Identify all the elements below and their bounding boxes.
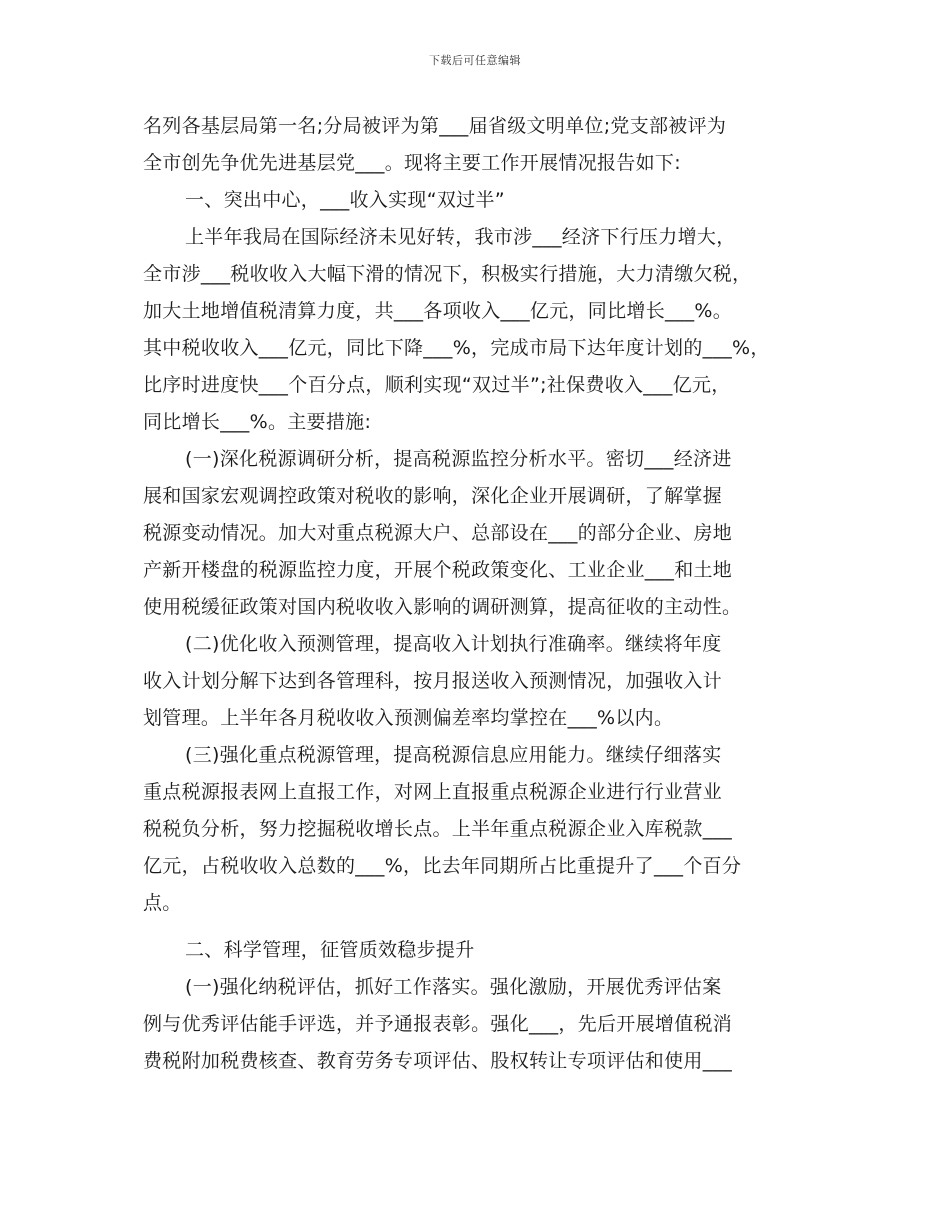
text-line: 全市创先争优先进基层党___。现将主要工作开展情况报告如下: — [143, 152, 681, 174]
text-line: 展和国家宏观调控政策对税收的影响，深化企业开展调研，了解掌握 — [143, 485, 723, 507]
text-line: 上半年我局在国际经济未见好转，我市涉___经济下行压力增大， — [185, 226, 736, 248]
text-line: 全市涉___税收收入大幅下滑的情况下，积极实行措施，大力清缴欠税， — [143, 263, 752, 285]
text-line: 一、突出中心，___收入实现“双过半” — [185, 189, 505, 211]
text-line: (一)深化税源调研分析，提高税源监控分析水平。密切___经济进 — [185, 448, 732, 470]
text-line: 名列各基层局第一名;分局被评为第___届省级文明单位;党支部被评为 — [143, 115, 727, 137]
text-line: 划管理。上半年各月税收收入预测偏差率均掌控在___%以内。 — [143, 707, 674, 729]
text-line: (一)强化纳税评估，抓好工作落实。强化激励，开展优秀评估案 — [185, 976, 722, 998]
text-line: 收入计划分解下达到各管理科，按月报送收入预测情况，加强收入计 — [143, 670, 723, 692]
text-line: 比序时进度快___个百分点，顺利实现“双过半”;社保费收入___亿元， — [143, 374, 731, 396]
text-line: 税源变动情况。加大对重点税源大户、总部设在___的部分企业、房地 — [143, 522, 733, 544]
text-line: 点。 — [143, 892, 182, 914]
text-line: 例与优秀评估能手评选，并予通报表彰。强化___，先后开展增值税消 — [143, 1013, 733, 1035]
document-body — [143, 108, 813, 1080]
text-line: 加大土地增值税清算力度，共___各项收入___亿元，同比增长___%。 — [143, 300, 733, 322]
text-line: 二、科学管理，征管质效稳步提升 — [185, 939, 475, 961]
text-line: 亿元，占税收收入总数的___%，比去年同期所占比重提升了___个百分 — [143, 855, 742, 877]
text-line: 其中税收收入___亿元，同比下降___%，完成市局下达年度计划的___%， — [143, 337, 770, 359]
text-line: (三)强化重点税源管理，提高税源信息应用能力。继续仔细落实 — [185, 744, 722, 766]
text-line: 重点税源报表网上直报工作，对网上直报重点税源企业进行行业营业 — [143, 781, 723, 803]
text-line: 产新开楼盘的税源监控力度，开展个税政策变化、工业企业___和土地 — [143, 559, 733, 581]
text-line: 税税负分析，努力挖掘税收增长点。上半年重点税源企业入库税款___ — [143, 818, 733, 840]
text-line: 同比增长___%。主要措施: — [143, 411, 372, 433]
page-header: 下载后可任意编辑 — [429, 54, 521, 67]
text-line: 使用税缓征政策对国内税收收入影响的调研测算，提高征收的主动性。 — [143, 596, 742, 618]
text-line: 费税附加税费核查、教育劳务专项评估、股权转让专项评估和使用___ — [143, 1050, 733, 1072]
text-line: (二)优化收入预测管理，提高收入计划执行准确率。继续将年度 — [185, 633, 722, 655]
